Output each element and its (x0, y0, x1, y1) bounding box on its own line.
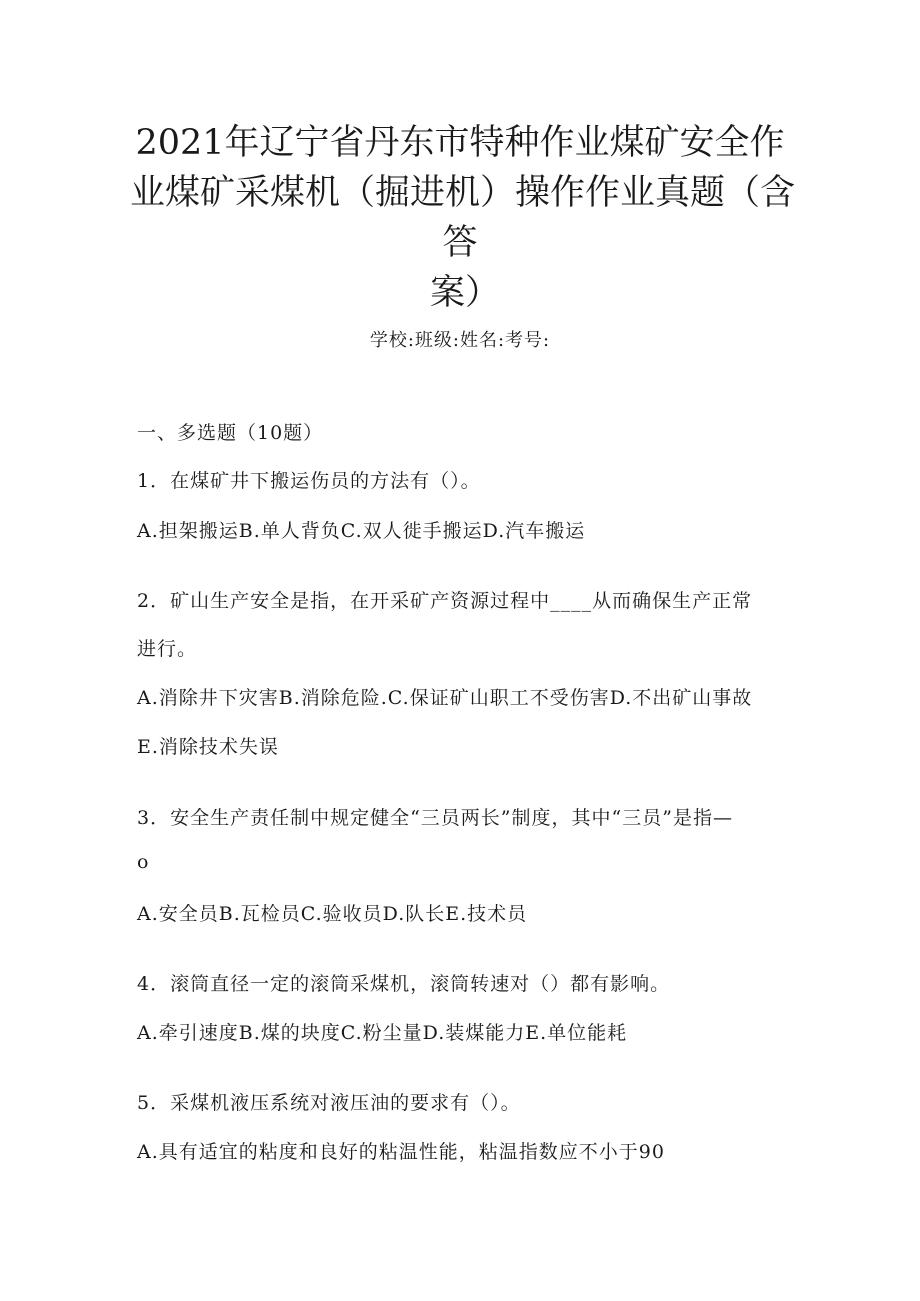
section-heading: 一、多选题（10题） (137, 422, 324, 444)
question-1-options: A.担架搬运B.单人背负C.双人徙手搬运D.汽车搬运 (137, 520, 586, 542)
question-2: 2．矿山生产安全是指，在开采矿产资源过程中____从而确保生产正常 (137, 590, 753, 612)
student-info-line: 学校:班级:姓名:考号: (369, 330, 551, 351)
question-5: 5．采煤机液压系统对液压油的要求有（）。 (137, 1092, 521, 1114)
title-line-4: 案） (429, 273, 500, 313)
title-line-2: 业煤矿采煤机（掘进机）操作作业真题（含 (130, 173, 796, 213)
question-3: 3．安全生产责任制中规定健全“三员两长”制度，其中“三员”是指— (137, 807, 733, 829)
title-line-1: 2021年辽宁省丹东市特种作业煤矿安全作 (135, 123, 785, 163)
question-3-continued: o (137, 851, 150, 873)
document-title (130, 118, 796, 318)
question-5-option-a: A.具有适宜的粘度和良好的粘温性能，粘温指数应不小于90 (137, 1141, 665, 1163)
question-2-options: A.消除井下灾害B.消除危险.C.保证矿山职工不受伤害D.不出矿山事故 (137, 687, 753, 709)
question-2-continued: 进行。 (137, 638, 198, 660)
question-2-options-continued: E.消除技术失误 (137, 736, 279, 758)
title-line-3: 答 (442, 223, 478, 263)
question-3-options: A.安全员B.瓦检员C.验收员D.队长E.技术员 (137, 903, 528, 925)
question-4-options: A.牵引速度B.煤的块度C.粉尘量D.装煤能力E.单位能耗 (137, 1022, 628, 1044)
question-4: 4．滚筒直径一定的滚筒采煤机，滚筒转速对（）都有影响。 (137, 973, 671, 995)
question-1: 1．在煤矿井下搬运伤员的方法有（）。 (137, 470, 481, 492)
